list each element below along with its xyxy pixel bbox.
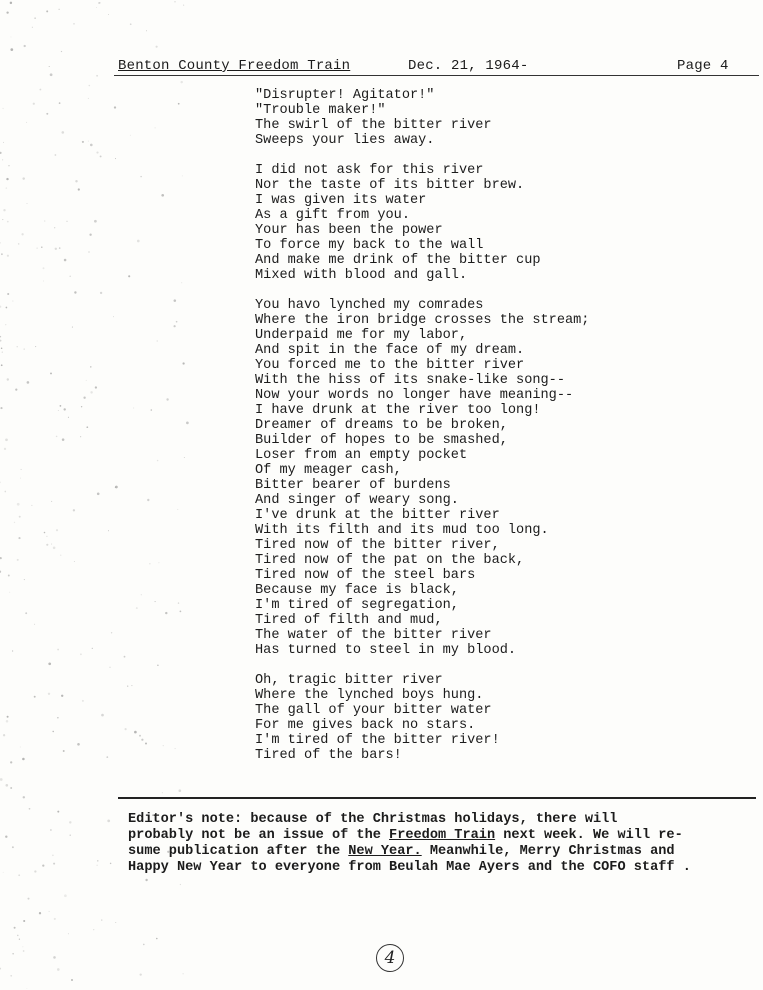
- publication-title: Benton County Freedom Train: [118, 58, 351, 74]
- poem-line: And spit in the face of my dream.: [255, 343, 525, 358]
- poem-line: Tired now of the bitter river,: [255, 538, 500, 553]
- poem-line: To force my back to the wall: [255, 238, 484, 253]
- page-header: [118, 58, 738, 76]
- poem-line: I'm tired of the bitter river!: [255, 733, 500, 748]
- poem-line: The water of the bitter river: [255, 628, 492, 643]
- poem-line: I have drunk at the river too long!: [255, 403, 541, 418]
- issue-date: Dec. 21, 1964-: [408, 58, 529, 74]
- poem-line: Builder of hopes to be smashed,: [255, 433, 508, 448]
- poem-line: Has turned to steel in my blood.: [255, 643, 517, 658]
- editor-note-line-1: Editor's note: because of the Christmas holidays, there will: [128, 812, 618, 827]
- poem-line: Nor the taste of its bitter brew.: [255, 178, 525, 193]
- header-rule: [114, 75, 759, 76]
- poem-line: For me gives back no stars.: [255, 718, 476, 733]
- poem-line: Of my meager cash,: [255, 463, 402, 478]
- poem-line: Now your words no longer have meaning--: [255, 388, 574, 403]
- poem-stanza: [255, 298, 675, 658]
- poem-line: Mixed with blood and gall.: [255, 268, 468, 283]
- poem-line: Because my face is black,: [255, 583, 459, 598]
- poem-line: Sweeps your lies away.: [255, 133, 435, 148]
- poem-line: You havo lynched my comrades: [255, 298, 484, 313]
- poem-line: I was given its water: [255, 193, 427, 208]
- poem-line: Tired now of the pat on the back,: [255, 553, 525, 568]
- poem-line: You forced me to the bitter river: [255, 358, 525, 373]
- section-divider: [118, 797, 756, 799]
- poem-line: Underpaid me for my labor,: [255, 328, 468, 343]
- editor-note-line-2: probably not be an issue of the Freedom Train next week. We will re-: [128, 828, 683, 843]
- poem-line: And make me drink of the bitter cup: [255, 253, 541, 268]
- poem-line: Your has been the power: [255, 223, 443, 238]
- poem-line: The gall of your bitter water: [255, 703, 492, 718]
- page-number: Page 4: [677, 58, 729, 74]
- poem-line: Tired of filth and mud,: [255, 613, 443, 628]
- poem-line: "Trouble maker!": [255, 103, 386, 118]
- poem-line: Where the iron bridge crosses the stream;: [255, 313, 590, 328]
- poem-stanza: [255, 673, 675, 763]
- poem-line: As a gift from you.: [255, 208, 410, 223]
- poem-line: Tired now of the steel bars: [255, 568, 476, 583]
- poem-line: With its filth and its mud too long.: [255, 523, 549, 538]
- poem-line: With the hiss of its snake-like song--: [255, 373, 565, 388]
- freedom-train-title: Freedom Train: [389, 828, 496, 843]
- poem-line: Tired of the bars!: [255, 748, 402, 763]
- poem-line: Where the lynched boys hung.: [255, 688, 484, 703]
- poem-line: "Disrupter! Agitator!": [255, 88, 435, 103]
- poem-line: Bitter bearer of burdens: [255, 478, 451, 493]
- poem-line: I'm tired of segregation,: [255, 598, 459, 613]
- poem: [255, 88, 675, 778]
- new-year-text: New Year.: [348, 844, 422, 859]
- editor-note-line-4: Happy New Year to everyone from Beulah Mae Ayers and the COFO staff .: [128, 860, 691, 875]
- poem-line: Dreamer of dreams to be broken,: [255, 418, 508, 433]
- poem-line: And singer of weary song.: [255, 493, 459, 508]
- poem-line: Oh, tragic bitter river: [255, 673, 443, 688]
- poem-line: Loser from an empty pocket: [255, 448, 468, 463]
- poem-line: I've drunk at the bitter river: [255, 508, 500, 523]
- editor-note-line-3: sume publication after the New Year. Meanwhile, Merry Christmas and: [128, 844, 675, 859]
- poem-line: I did not ask for this river: [255, 163, 484, 178]
- poem-stanza: [255, 88, 675, 148]
- editor-note: [128, 812, 758, 876]
- handwritten-page-mark: 4: [376, 944, 404, 972]
- poem-stanza: [255, 163, 675, 283]
- poem-line: The swirl of the bitter river: [255, 118, 492, 133]
